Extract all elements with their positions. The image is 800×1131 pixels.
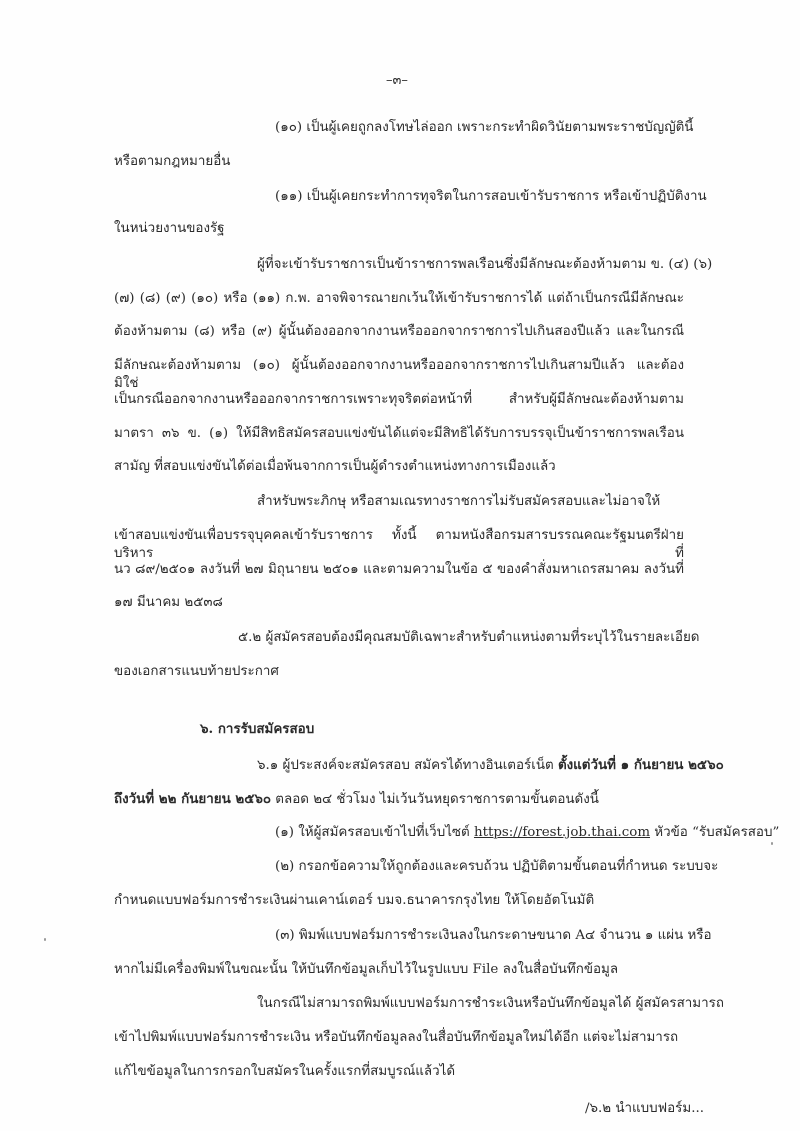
text-line: กำหนดแบบฟอร์มการชำระเงินผ่านเคาน์เตอร์ บมจ.ธนาคารกรุงไทย ให้โดยอัตโนมัติ <box>114 893 595 908</box>
text-line: (๓) พิมพ์แบบฟอร์มการชำระเงินลงในกระดาษขนาด A๔ จำนวน ๑ แผ่น หรือ <box>275 928 712 943</box>
text-line: สำหรับพระภิกษุ หรือสามเณรทางราชการไม่รับสมัครสอบและไม่อาจให้ <box>257 494 661 509</box>
text-line <box>257 756 724 775</box>
text-line: ๕.๒ ผู้สมัครสอบต้องมีคุณสมบัติเฉพาะสำหรับตำแหน่งตามที่ระบุไว้ในรายละเอียด <box>238 630 700 645</box>
text-line: ในกรณีไม่สามารถพิมพ์แบบฟอร์มการชำระเงินหรือบันทึกข้อมูลได้ ผู้สมัครสามารถ <box>257 996 724 1011</box>
text-line <box>114 790 599 809</box>
text-line: หรือตามกฎหมายอื่น <box>114 154 231 169</box>
text-segment: (๑) ให้ผู้สมัครสอบเข้าไปที่เว็บไซต์ <box>275 825 474 840</box>
text-line: หากไม่มีเครื่องพิมพ์ในขณะนั้น ให้บันทึกข้อมูลเก็บไว้ในรูปแบบ File ลงในสื่อบันทึกข้อมูล <box>114 962 619 977</box>
text-line: นว ๘๙/๒๕๐๑ ลงวันที่ ๒๗ มิถุนายน ๒๕๐๑ และตามความในข้อ ๕ ของคำสั่งมหาเถรสมาคม ลงวันที่ <box>114 562 684 577</box>
text-line: เข้าไปพิมพ์แบบฟอร์มการชำระเงิน หรือบันทึกข้อมูลลงในสื่อบันทึกข้อมูลใหม่ได้อีก แต่จะไม่สามารถ <box>114 1030 679 1045</box>
text-line: เข้าสอบแข่งขันเพื่อบรรจุบุคคลเข้ารับราชการ ทั้งนี้ ตามหนังสือกรมสารบรรณคณะรัฐมนตรีฝ่ายบริหาร ที่ <box>114 528 684 561</box>
website-link[interactable]: https://forest.job.thai.com <box>473 825 651 840</box>
text-line <box>275 824 779 842</box>
date-range-end: ถึงวันที่ ๒๒ กันยายน ๒๕๖๐ <box>114 791 272 807</box>
text-line: ในหน่วยงานของรัฐ <box>114 221 225 236</box>
text-line: (๒) กรอกข้อความให้ถูกต้องและครบถ้วน ปฏิบัติตามขั้นตอนที่กำหนด ระบบจะ <box>275 859 719 874</box>
text-line: มาตรา ๓๖ ข. (๑) ให้มีสิทธิสมัครสอบแข่งขันได้แต่จะมีสิทธิได้รับการบรรจุเป็นข้าราชการพลเรือน <box>114 426 684 441</box>
text-line: ของเอกสารแนบท้ายประกาศ <box>114 664 279 679</box>
text-line: (๑๐) เป็นผู้เคยถูกลงโทษไล่ออก เพราะกระทำผิดวินัยตามพระราชบัญญัตินี้ <box>275 120 694 135</box>
date-range-start: ตั้งแต่วันที่ ๑ กันยายน ๒๕๖๐ <box>557 757 724 773</box>
page-number: –๓– <box>386 73 408 88</box>
text-line: แก้ไขข้อมูลในการกรอกใบสมัครในครั้งแรกที่สมบูรณ์แล้วได้ <box>114 1064 456 1079</box>
text-line: สามัญ ที่สอบแข่งขันได้ต่อเมื่อพ้นจากการเป็นผู้ดำรงตำแหน่งทางการเมืองแล้ว <box>114 459 556 474</box>
text-line: มีลักษณะต้องห้ามตาม (๑๐) ผู้นั้นต้องออกจากงานหรือออกจากราชการไปเกินสามปีแล้ว และต้องมิใช่ <box>114 358 684 391</box>
scan-speck <box>44 938 46 941</box>
text-segment: ๖.๑ ผู้ประสงค์จะสมัครสอบ สมัครได้ทางอินเตอร์เน็ต <box>257 758 558 773</box>
continuation-footer: /๖.๒ นำแบบฟอร์ม... <box>585 1101 704 1116</box>
text-line: ต้องห้ามตาม (๘) หรือ (๙) ผู้นั้นต้องออกจากงานหรือออกจากราชการไปเกินสองปีแล้ว และในกรณี <box>114 324 684 339</box>
text-line: ผู้ที่จะเข้ารับราชการเป็นข้าราชการพลเรือนซึ่งมีลักษณะต้องห้ามตาม ข. (๔) (๖) <box>257 257 713 272</box>
text-segment: ตลอด ๒๔ ชั่วโมง ไม่เว้นวันหยุดราชการตามขั้นตอนดังนี้ <box>271 792 599 807</box>
text-segment: หัวข้อ “รับสมัครสอบ” <box>650 825 780 840</box>
text-line: ๑๗ มีนาคม ๒๕๓๘ <box>114 595 223 610</box>
scan-speck <box>771 842 773 845</box>
text-line: (๗) (๘) (๙) (๑๐) หรือ (๑๑) ก.พ. อาจพิจารณายกเว้นให้เข้ารับราชการได้ แต่ถ้าเป็นกรณีมีลักษณะ <box>114 291 684 306</box>
text-line: (๑๑) เป็นผู้เคยกระทำการทุจริตในการสอบเข้ารับราชการ หรือเข้าปฏิบัติงาน <box>275 189 707 204</box>
text-line: เป็นกรณีออกจากงานหรือออกจากราชการเพราะทุจริตต่อหน้าที่ สำหรับผู้มีลักษณะต้องห้ามตาม <box>114 392 684 407</box>
section-heading: ๖. การรับสมัครสอบ <box>200 721 315 737</box>
